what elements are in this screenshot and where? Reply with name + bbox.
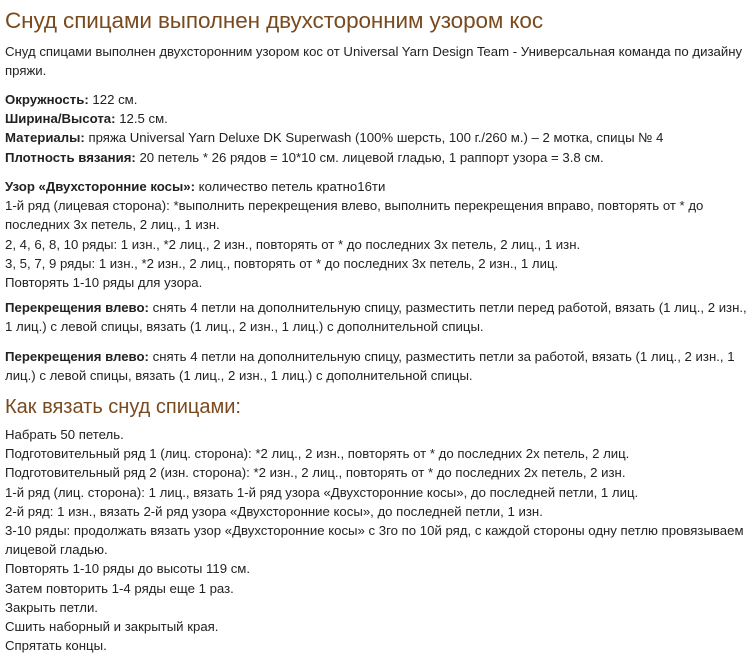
- page-title: Снуд спицами выполнен двухсторонним узором кос: [5, 8, 543, 33]
- spec-label: Материалы:: [5, 130, 85, 146]
- spec-gauge: [5, 148, 745, 167]
- intro-paragraph: [5, 42, 745, 80]
- cross-line: [5, 298, 745, 317]
- spec-circumference: [5, 90, 745, 109]
- cross-left-2: [5, 347, 745, 385]
- howto-step: Подготовительный ряд 1 (лиц. сторона): *2 лиц., 2 изн., повторять от * до последних 2х петель, 2 лиц.: [5, 446, 630, 462]
- howto-step: Спрятать концы.: [5, 638, 107, 654]
- spec-label: Ширина/Высота:: [5, 111, 116, 127]
- howto-title: Как вязать снуд спицами:: [5, 396, 241, 418]
- pattern-row: 1-й ряд (лицевая сторона): *выполнить перекрещения влево, выполнить перекрещения вправо, повторять от * до: [5, 198, 704, 214]
- howto-step: лицевой гладью.: [5, 542, 108, 558]
- pattern-repeat: Повторять 1-10 ряды для узора.: [5, 275, 203, 291]
- howto-step: 1-й ряд (лиц. сторона): 1 лиц., вязать 1-й ряд узора «Двухсторонние косы», до последней петли, 1 лиц.: [5, 484, 639, 500]
- spec-materials: [5, 128, 745, 147]
- spec-label: Плотность вязания:: [5, 149, 136, 165]
- cross-text: снять 4 петли на дополнительную спицу, разместить петли перед работой, вязать (1 лиц., 2 изн.,: [148, 300, 747, 315]
- cross-line: [5, 347, 745, 366]
- howto-step: Набрать 50 петель.: [5, 427, 124, 442]
- howto-steps: [5, 425, 745, 655]
- cross-line: лиц.) с левой спицы, вязать (1 лиц., 2 изн., 1 лиц.) с дополнительной спицы.: [5, 368, 473, 384]
- howto-step: Сшить наборный и закрытый края.: [5, 619, 219, 635]
- howto-step: Повторять 1-10 ряды до высоты 119 см.: [5, 561, 251, 577]
- cross-line: 1 лиц.) с левой спицы, вязать (1 лиц., 2 изн., 1 лиц.) с дополнительной спицы.: [5, 319, 484, 335]
- pattern-label: Узор «Двухсторонние косы»:: [5, 179, 196, 194]
- spec-label: Окружность:: [5, 92, 89, 107]
- intro-line: пряжи.: [5, 63, 47, 79]
- spec-value: 122 см.: [88, 92, 138, 107]
- pattern-row: 2, 4, 6, 8, 10 ряды: 1 изн., *2 лиц., 2 изн., повторять от * до последних 3х петель, 2 лиц., 1 изн.: [5, 236, 581, 252]
- intro-line: Снуд спицами выполнен двухсторонним узором кос от Universal Yarn Design Team - Универсальная команда по дизайну: [5, 44, 743, 59]
- pattern-block: [5, 177, 745, 292]
- pattern-heading-value: количество петель кратно16ти: [195, 179, 386, 194]
- howto-step: Затем повторить 1-4 ряды еще 1 раз.: [5, 580, 234, 596]
- spec-width: [5, 109, 745, 128]
- cross-text: снять 4 петли на дополнительную спицу, разместить петли за работой, вязать (1 лиц., 2 изн., 1: [148, 349, 735, 364]
- spec-value: 20 петель * 26 рядов = 10*10 см. лицевой гладью, 1 раппорт узора = 3.8 см.: [135, 149, 604, 165]
- pattern-row: последних 3х петель, 2 лиц., 1 изн.: [5, 217, 220, 233]
- howto-step: Закрыть петли.: [5, 599, 98, 615]
- howto-step: Подготовительный ряд 2 (изн. сторона): *2 изн., 2 лиц., повторять от * до последних 2х петель, 2 изн.: [5, 465, 626, 481]
- pattern-row: 3, 5, 7, 9 ряды: 1 изн., *2 изн., 2 лиц., повторять от * до последних 3х петель, 2 изн., 1 лиц.: [5, 255, 559, 271]
- cross-label: Перекрещения влево:: [5, 349, 149, 364]
- howto-step: 3-10 ряды: продолжать вязать узор «Двухсторонние косы» с 3го по 10й ряд, с каждой стороны одну петлю провязываем: [5, 523, 744, 539]
- pattern-heading: [5, 177, 745, 196]
- cross-left-1: [5, 298, 745, 336]
- howto-step: 2-й ряд: 1 изн., вязать 2-й ряд узора «Двухсторонние косы», до последней петли, 1 изн.: [5, 503, 543, 519]
- cross-label: Перекрещения влево:: [5, 300, 149, 315]
- specs-block: [5, 90, 745, 167]
- spec-value: 12.5 см.: [115, 111, 168, 127]
- spec-value: пряжа Universal Yarn Deluxe DK Superwash (100% шерсть, 100 г./260 м.) – 2 мотка, спицы № 4: [84, 130, 664, 146]
